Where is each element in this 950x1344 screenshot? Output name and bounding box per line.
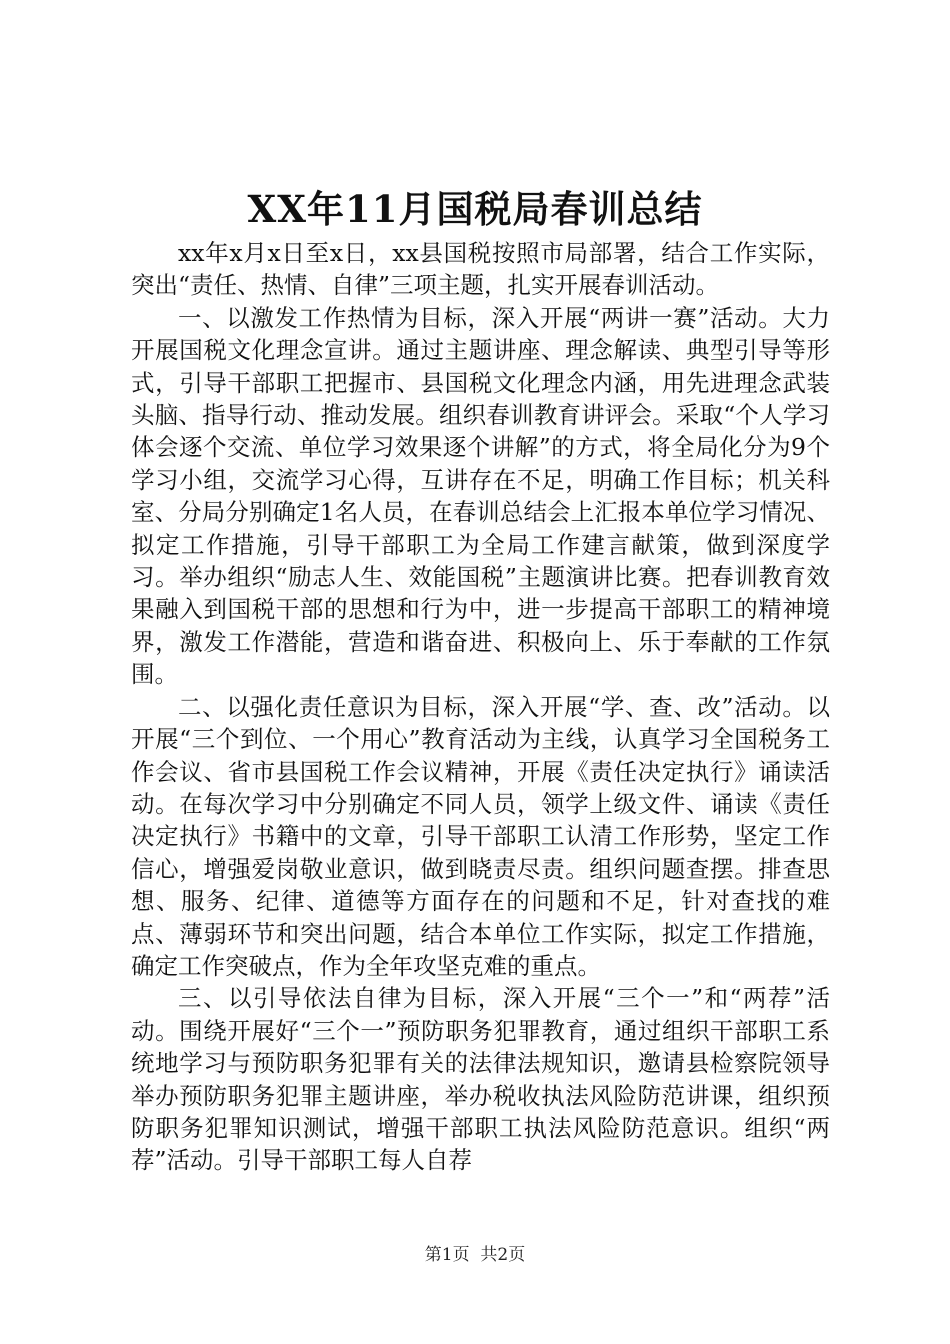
document-body <box>131 237 830 1177</box>
section-three-paragraph: 三、以引导依法自律为目标，深入开展“三个一”和“两荐”活动。围绕开展好“三个一”预防职务犯罪教育，通过组织干部职工系统地学习与预防职务犯罪有关的法律法规知识，邀请县检察院领导举办预防职务犯罪主题讲座，举办税收执法风险防范讲课，组织预防职务犯罪知识测试，增强干部职工执法风险防范意识。组织“两荐”活动。引导干部职工每人自荐 <box>131 984 830 1175</box>
page-total: 共2页 <box>480 1245 526 1265</box>
footer-separator <box>470 1245 481 1265</box>
page-number: 第1页 <box>424 1245 470 1265</box>
document-title: XX年11月国税局春训总结 <box>247 187 703 231</box>
section-two-paragraph: 二、以强化责任意识为目标，深入开展“学、查、改”活动。以开展“三个到位、一个用心”教育活动为主线，认真学习全国税务工作会议、省市县国税工作会议精神，开展《责任决定执行》诵读活动。在每次学习中分别确定不同人员，领学上级文件、诵读《责任决定执行》书籍中的文章，引导干部职工认清工作形势，坚定工作信心，增强爱岗敬业意识，做到晓责尽责。组织问题查摆。排查思想、服务、纪律、道德等方面存在的问题和不足，针对查找的难点、薄弱环节和突出问题，结合本单位工作实际，拟定工作措施，确定工作突破点，作为全年攻坚克难的重点。 <box>131 692 830 980</box>
section-one-paragraph: 一、以激发工作热情为目标，深入开展“两讲一赛”活动。大力开展国税文化理念宣讲。通过主题讲座、理念解读、典型引导等形式，引导干部职工把握市、县国税文化理念内涵，用先进理念武装头脑、指导行动、推动发展。组织春训教育讲评会。采取“个人学习体会逐个交流、单位学习效果逐个讲解”的方式，将全局化分为9个学习小组，交流学习心得，互讲存在不足，明确工作目标；机关科室、分局分别确定1名人员，在春训总结会上汇报本单位学习情况、拟定工作措施，引导干部职工为全局工作建言献策，做到深度学习。举办组织“励志人生、效能国税”主题演讲比赛。把春训教育效果融入到国税干部的思想和行为中，进一步提高干部职工的精神境界，激发工作潜能，营造和谐奋进、积极向上、乐于奉献的工作氛围。 <box>131 303 830 689</box>
intro-paragraph: xx年x月x日至x日，xx县国税按照市局部署，结合工作实际，突出“责任、热情、自律”三项主题，扎实开展春训活动。 <box>131 239 830 300</box>
page-footer <box>0 1243 950 1267</box>
